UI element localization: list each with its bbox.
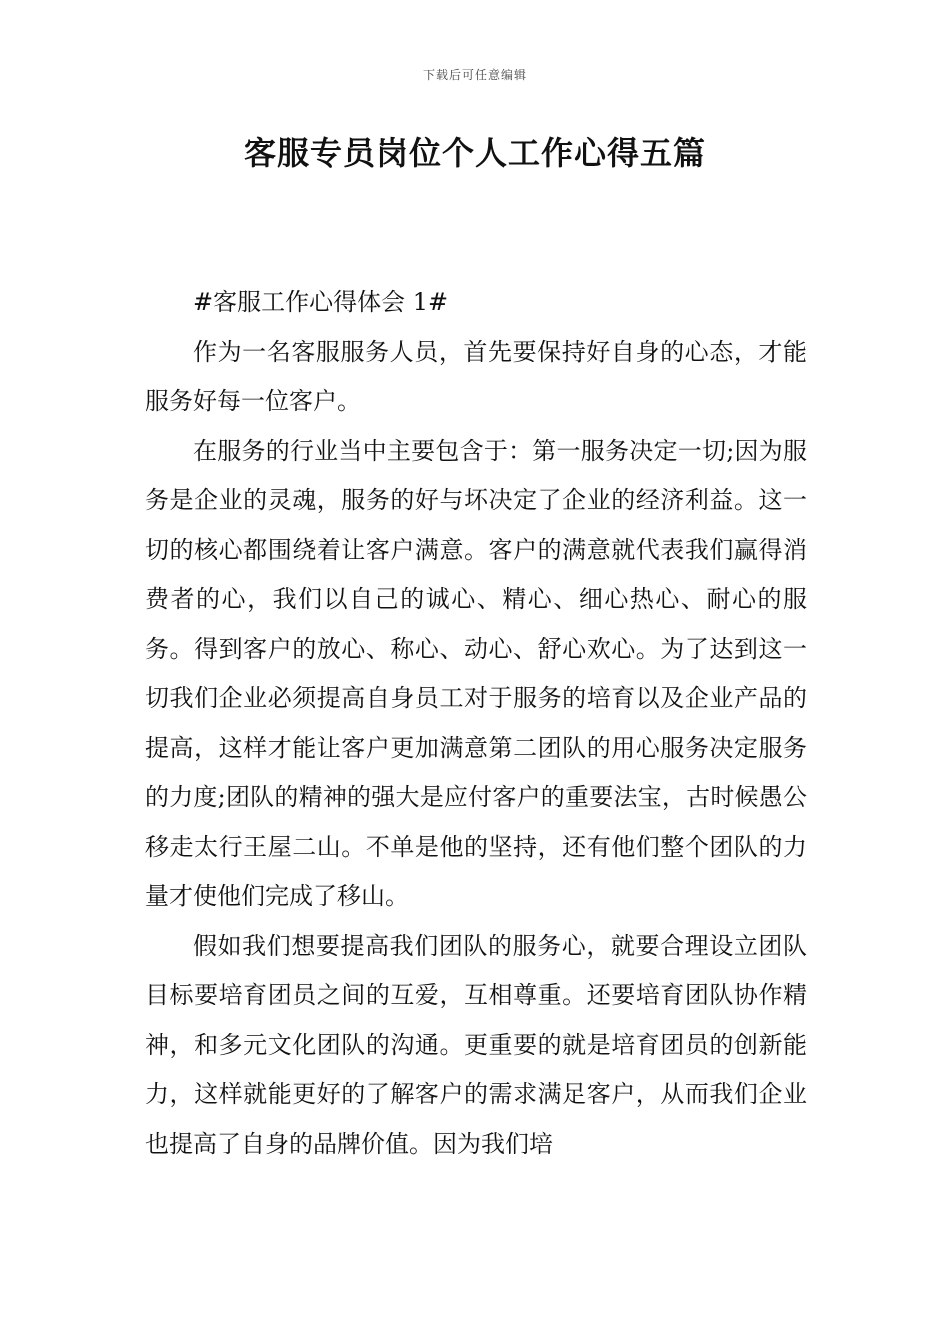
section-heading: #客服工作心得体会 1# — [193, 288, 449, 316]
paragraph-3: 假如我们想要提高我们团队的服务心，就要合理设立团队目标要培育团员之间的互爱，互相尊重。还要培育团队协作精神，和多元文化团队的沟通。更重要的就是培育团员的创新能力，这样就能更好的了解客户的需求满足客户，从而我们企业也提高了自身的品牌价值。因为我们培 — [145, 931, 807, 1158]
document-body — [145, 278, 807, 1169]
header-note: 下载后可任意编辑 — [422, 68, 527, 82]
paragraph-1: 作为一名客服服务人员，首先要保持好自身的心态，才能服务好每一位客户。 — [145, 337, 807, 415]
paragraph-2: 在服务的行业当中主要包含于：第一服务决定一切;因为服务是企业的灵魂，服务的好与坏决定了企业的经济利益。这一切的核心都围绕着让客户满意。客户的满意就代表我们赢得消费者的心，我们以自己的诚心、精心、细心热心、耐心的服务。得到客户的放心、称心、动心、舒心欢心。为了达到这一切我们企业必须提高自身员工对于服务的培育以及企业产品的提高，这样才能让客户更加满意第二团队的用心服务决定服务的力度;团队的精神的强大是应付客户的重要法宝，古时候愚公移走太行王屋二山。不单是他的坚持，还有他们整个团队的力量才使他们完成了移山。 — [145, 436, 807, 910]
document-title: 客服专员岗位个人工作心得五篇 — [243, 134, 706, 172]
